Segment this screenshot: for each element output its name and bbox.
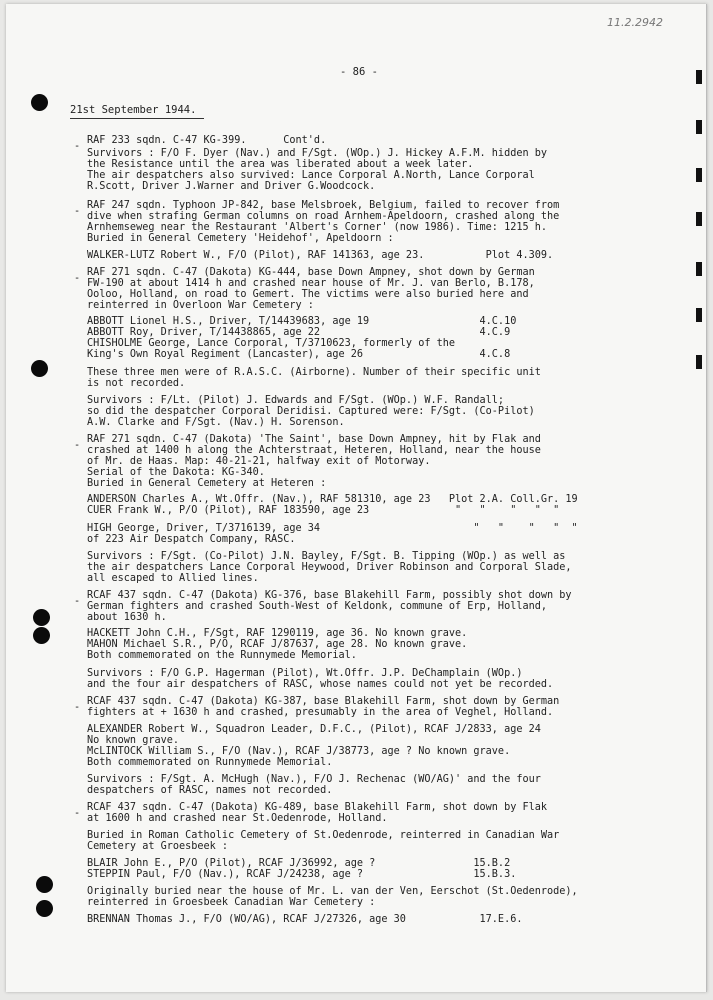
- edge-mark: [696, 212, 702, 226]
- text-line: Cemetery at Groesbeek :: [87, 841, 229, 852]
- text-line: ANDERSON Charles A., Wt.Offr. (Nav.), RAF 581310, age 23 Plot 2.A. Coll.Gr. 19: [87, 494, 578, 505]
- text-line: crashed at 1400 h along the Achterstraat, Heteren, Holland, near the house: [87, 445, 541, 456]
- punch-hole: [36, 876, 53, 893]
- entry-dash: -: [74, 808, 81, 819]
- punch-hole: [36, 900, 53, 917]
- text-line: CUER Frank W., P/O (Pilot), RAF 183590, age 23 " " " " ": [87, 505, 560, 516]
- text-line: Survivors : F/Sgt. (Co-Pilot) J.N. Bayley, F/Sgt. B. Tipping (WOp.) as well as: [87, 551, 566, 562]
- archive-reference-number: 11.2.2942: [607, 16, 663, 29]
- text-line: Serial of the Dakota: KG-340.: [87, 467, 265, 478]
- text-line: reinterred in Groesbeek Canadian War Cemetery :: [87, 897, 376, 908]
- text-line: so did the despatcher Corporal Deridisi. Captured were: F/Sgt. (Co-Pilot): [87, 406, 535, 417]
- edge-mark: [696, 355, 702, 369]
- edge-mark: [696, 308, 702, 322]
- text-line: HACKETT John C.H., F/Sgt, RAF 1290119, age 36. No known grave.: [87, 628, 468, 639]
- text-line: of Mr. de Haas. Map: 40-21-21, halfway exit of Motorway.: [87, 456, 431, 467]
- text-line: RAF 271 sqdn. C-47 (Dakota) KG-444, base Down Ampney, shot down by German: [87, 267, 535, 278]
- edge-mark: [696, 70, 702, 84]
- entry-dash: -: [74, 702, 81, 713]
- text-line: the air despatchers Lance Corporal Heywood, Driver Robinson and Corporal Slade,: [87, 562, 572, 573]
- text-line: RAF 233 sqdn. C-47 KG-399. Cont'd.: [87, 135, 327, 146]
- text-line: ABBOTT Roy, Driver, T/14438865, age 22 4.C.9: [87, 327, 511, 338]
- text-line: about 1630 h.: [87, 612, 167, 623]
- text-line: dive when strafing German columns on road Arnhem-Apeldoorn, crashed along the: [87, 211, 560, 222]
- text-line: The air despatchers also survived: Lance Corporal A.North, Lance Corporal: [87, 170, 535, 181]
- entry-date: 21st September 1944.: [70, 104, 197, 116]
- text-line: Ooloo, Holland, on road to Gemert. The victims were also buried here and: [87, 289, 529, 300]
- text-line: WALKER-LUTZ Robert W., F/O (Pilot), RAF 141363, age 23. Plot 4.309.: [87, 250, 554, 261]
- text-line: RAF 247 sqdn. Typhoon JP-842, base Melsbroek, Belgium, failed to recover from: [87, 200, 560, 211]
- punch-hole: [33, 627, 50, 644]
- entry-dash: -: [74, 206, 81, 217]
- text-line: CHISHOLME George, Lance Corporal, T/3710623, formerly of the: [87, 338, 456, 349]
- text-line: Survivors : F/Sgt. A. McHugh (Nav.), F/O J. Rechenac (WO/AG)' and the four: [87, 774, 541, 785]
- text-line: ABBOTT Lionel H.S., Driver, T/14439683, age 19 4.C.10: [87, 316, 517, 327]
- text-line: Buried in General Cemetery 'Heidehof', Apeldoorn :: [87, 233, 394, 244]
- text-line: King's Own Royal Regiment (Lancaster), age 26 4.C.8: [87, 349, 511, 360]
- edge-mark: [696, 262, 702, 276]
- text-line: of 223 Air Despatch Company, RASC.: [87, 534, 296, 545]
- text-line: Both commemorated on the Runnymede Memorial.: [87, 650, 357, 661]
- text-line: ALEXANDER Robert W., Squadron Leader, D.F.C., (Pilot), RCAF J/2833, age 24: [87, 724, 541, 735]
- entry-dash: -: [74, 440, 81, 451]
- text-line: Survivors : F/O G.P. Hagerman (Pilot), Wt.Offr. J.P. DeChamplain (WOp.): [87, 668, 523, 679]
- text-line: No known grave.: [87, 735, 180, 746]
- text-line: R.Scott, Driver J.Warner and Driver G.Woodcock.: [87, 181, 376, 192]
- punch-hole: [31, 94, 48, 111]
- edge-mark: [696, 168, 702, 182]
- edge-mark: [696, 120, 702, 134]
- entry-dash: -: [74, 141, 81, 152]
- text-line: Arnhemseweg near the Restaurant 'Albert's Corner' (now 1986). Time: 1215 h.: [87, 222, 548, 233]
- text-line: RCAF 437 sqdn. C-47 (Dakota) KG-376, base Blakehill Farm, possibly shot down by: [87, 590, 572, 601]
- text-line: BRENNAN Thomas J., F/O (WO/AG), RCAF J/27326, age 30 17.E.6.: [87, 914, 523, 925]
- text-line: and the four air despatchers of RASC, whose names could not yet be recorded.: [87, 679, 554, 690]
- text-line: Survivors : F/Lt. (Pilot) J. Edwards and F/Sgt. (WOp.) W.F. Randall;: [87, 395, 505, 406]
- date-underline: [70, 118, 204, 119]
- text-line: STEPPIN Paul, F/O (Nav.), RCAF J/24238, age ? 15.B.3.: [87, 869, 517, 880]
- text-line: the Resistance until the area was liberated about a week later.: [87, 159, 474, 170]
- text-line: A.W. Clarke and F/Sgt. (Nav.) H. Sorenson.: [87, 417, 345, 428]
- text-line: reinterred in Overloon War Cemetery :: [87, 300, 314, 311]
- text-line: all escaped to Allied lines.: [87, 573, 259, 584]
- text-line: McLINTOCK William S., F/O (Nav.), RCAF J/38773, age ? No known grave.: [87, 746, 511, 757]
- text-line: Survivors : F/O F. Dyer (Nav.) and F/Sgt. (WOp.) J. Hickey A.F.M. hidden by: [87, 148, 548, 159]
- text-line: Buried in General Cemetery at Heteren :: [87, 478, 327, 489]
- text-line: BLAIR John E., P/O (Pilot), RCAF J/36992, age ? 15.B.2: [87, 858, 511, 869]
- text-line: RCAF 437 sqdn. C-47 (Dakota) KG-489, base Blakehill Farm, shot down by Flak: [87, 802, 548, 813]
- text-line: MAHON Michael S.R., P/O, RCAF J/87637, age 28. No known grave.: [87, 639, 468, 650]
- entry-dash: -: [74, 596, 81, 607]
- text-line: Buried in Roman Catholic Cemetery of St.Oedenrode, reinterred in Canadian War: [87, 830, 560, 841]
- text-line: FW-190 at about 1414 h and crashed near house of Mr. J. van Berlo, B.178,: [87, 278, 535, 289]
- text-line: HIGH George, Driver, T/3716139, age 34 " " " " ": [87, 523, 578, 534]
- page-number: - 86 -: [340, 66, 378, 78]
- text-line: Originally buried near the house of Mr. L. van der Ven, Eerschot (St.Oedenrode),: [87, 886, 578, 897]
- punch-hole: [33, 609, 50, 626]
- text-line: RAF 271 sqdn. C-47 (Dakota) 'The Saint', base Down Ampney, hit by Flak and: [87, 434, 541, 445]
- text-line: despatchers of RASC, names not recorded.: [87, 785, 333, 796]
- text-line: RCAF 437 sqdn. C-47 (Dakota) KG-387, base Blakehill Farm, shot down by German: [87, 696, 560, 707]
- entry-dash: -: [74, 273, 81, 284]
- text-line: fighters at + 1630 h and crashed, presumably in the area of Veghel, Holland.: [87, 707, 554, 718]
- text-line: Both commemorated on Runnymede Memorial.: [87, 757, 333, 768]
- text-line: is not recorded.: [87, 378, 186, 389]
- text-line: German fighters and crashed South-West of Keldonk, commune of Erp, Holland,: [87, 601, 548, 612]
- punch-hole: [31, 360, 48, 377]
- text-line: These three men were of R.A.S.C. (Airborne). Number of their specific unit: [87, 367, 541, 378]
- text-line: at 1600 h and crashed near St.Oedenrode, Holland.: [87, 813, 388, 824]
